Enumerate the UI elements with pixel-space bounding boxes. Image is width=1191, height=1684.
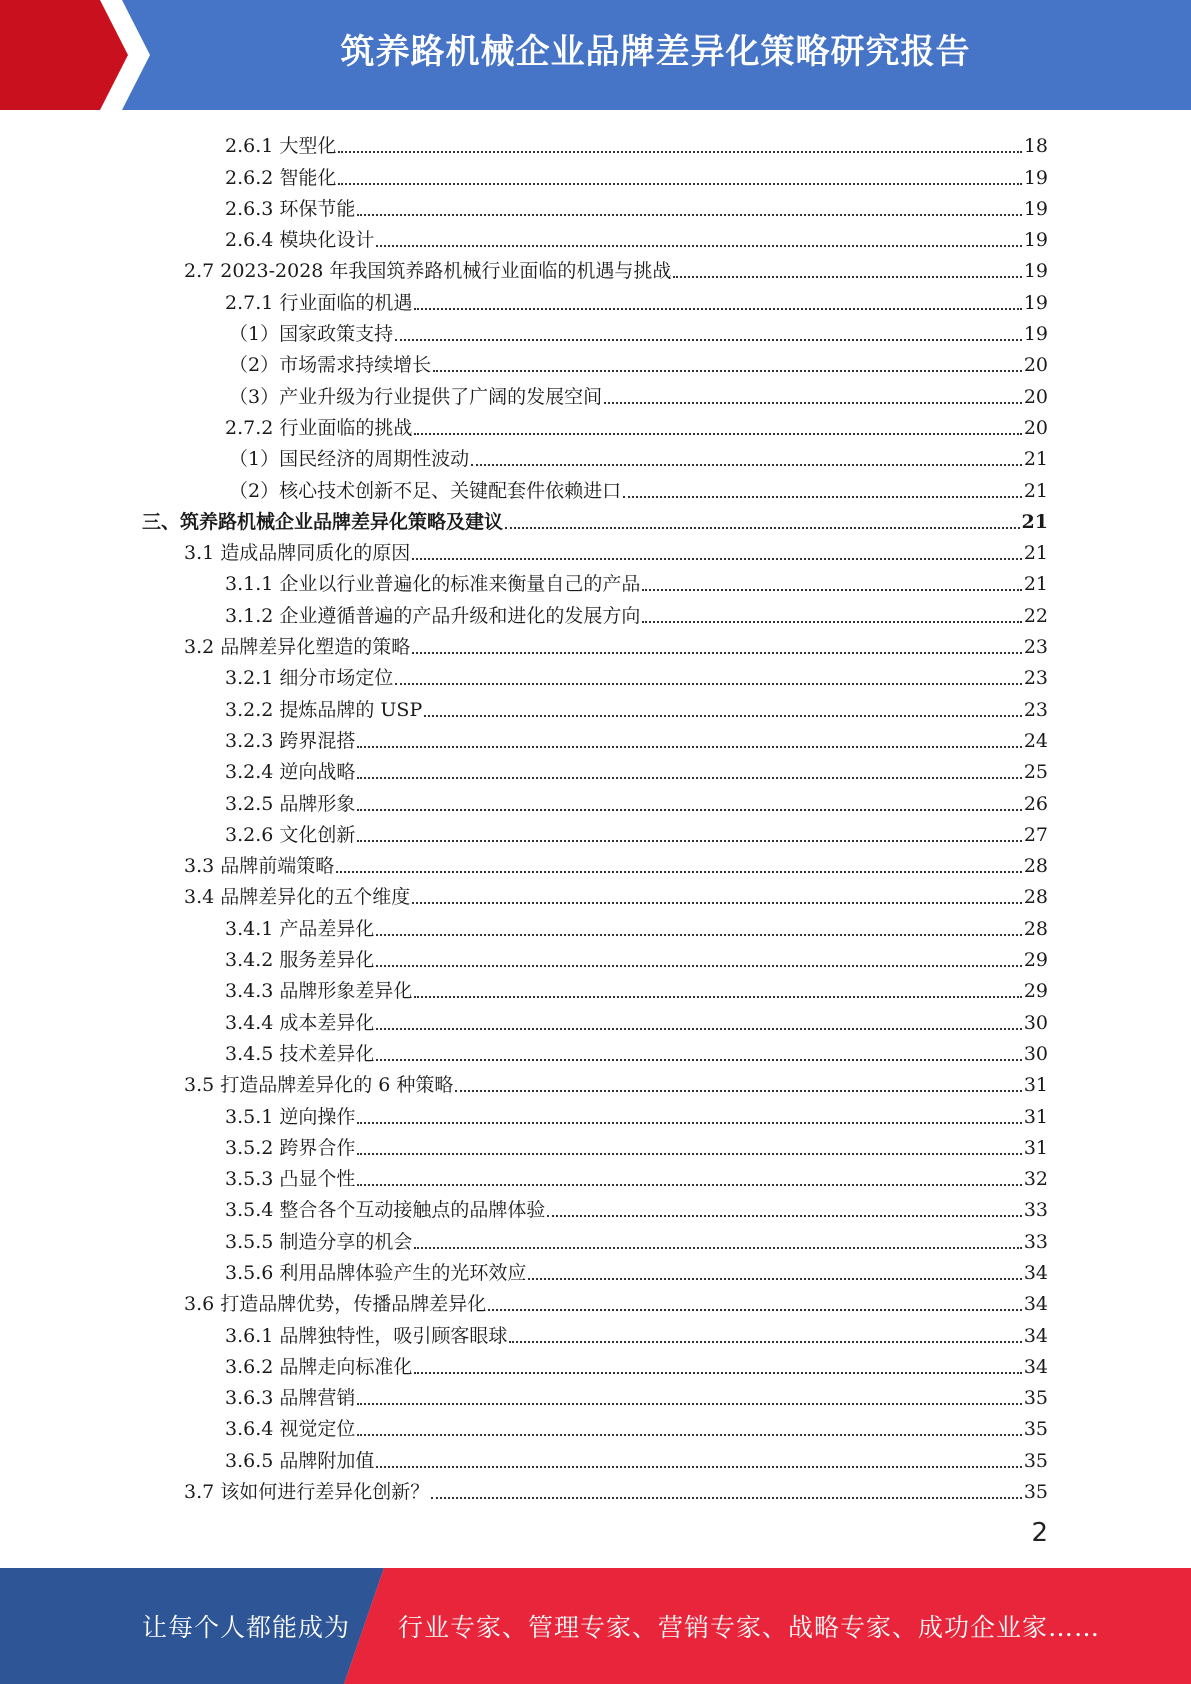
toc-entry-page: 21 <box>1023 479 1048 502</box>
toc-entry-page: 28 <box>1023 886 1048 909</box>
toc-dot-leader <box>357 1122 1021 1124</box>
toc-entry-label: 3.1 造成品牌同质化的原因 <box>184 542 411 565</box>
toc-entry-label: （2）核心技术创新不足、关键配套件依赖进口 <box>229 479 622 502</box>
toc-dot-leader <box>357 1184 1021 1186</box>
toc-entry-page: 21 <box>1021 510 1048 533</box>
toc-entry-label: 2.6.1 大型化 <box>225 135 337 158</box>
toc-entry-label: 2.6.3 环保节能 <box>225 197 356 220</box>
toc-entry-label: 3.5 打造品牌差异化的 6 种策略 <box>184 1074 454 1097</box>
toc-entry-label: 3.2.5 品牌形象 <box>225 792 356 815</box>
toc-entry-label: 3.6.4 视觉定位 <box>225 1418 356 1441</box>
toc-entry-label: 3.4.5 技术差异化 <box>225 1042 375 1065</box>
toc-entry-page: 33 <box>1023 1199 1048 1222</box>
toc-dot-leader <box>357 777 1021 779</box>
toc-dot-leader <box>376 1466 1021 1468</box>
toc-dot-leader <box>357 746 1021 748</box>
toc-entry[interactable] <box>0 1285 1191 1316</box>
toc-entry-page: 19 <box>1023 260 1048 283</box>
toc-entry-page: 29 <box>1023 949 1048 972</box>
toc-entry-page: 32 <box>1023 1168 1048 1191</box>
toc-entry[interactable] <box>0 847 1191 878</box>
toc-dot-leader <box>412 652 1022 654</box>
toc-dot-leader <box>338 183 1021 185</box>
toc-entry-label: 3.6.3 品牌营销 <box>225 1387 356 1410</box>
toc-entry-label: 3.2.6 文化创新 <box>225 823 356 846</box>
toc-dot-leader <box>395 339 1022 341</box>
toc-entry[interactable] <box>0 1379 1191 1410</box>
toc-entry-page: 35 <box>1023 1449 1048 1472</box>
toc-dot-leader <box>642 589 1021 591</box>
toc-dot-leader <box>412 558 1022 560</box>
toc-entry-page: 20 <box>1023 354 1048 377</box>
toc-entry[interactable] <box>0 784 1191 815</box>
toc-entry-page: 31 <box>1023 1105 1048 1128</box>
toc-dot-leader <box>414 1247 1021 1249</box>
toc-entry[interactable] <box>0 690 1191 721</box>
toc-dot-leader <box>395 683 1021 685</box>
toc-entry-label: 3.2.4 逆向战略 <box>225 761 356 784</box>
toc-dot-leader <box>357 1434 1021 1436</box>
toc-dot-leader <box>471 464 1022 466</box>
toc-entry-label: （3）产业升级为行业提供了广阔的发展空间 <box>229 385 603 408</box>
page-header <box>0 0 1191 110</box>
toc-dot-leader <box>455 1090 1021 1092</box>
toc-entry-page: 19 <box>1023 197 1048 220</box>
toc-entry-page: 20 <box>1023 416 1048 439</box>
toc-entry-label: 3.3 品牌前端策略 <box>184 855 335 878</box>
toc-dot-leader <box>414 433 1021 435</box>
toc-entry-label: 3.4.1 产品差异化 <box>225 917 375 940</box>
toc-entry[interactable] <box>0 1035 1191 1066</box>
toc-entry[interactable] <box>0 503 1191 534</box>
toc-entry-label: 3.6 打造品牌优势，传播品牌差异化 <box>184 1293 487 1316</box>
toc-entry-page: 28 <box>1023 917 1048 940</box>
toc-entry-page: 22 <box>1023 604 1048 627</box>
toc-entry[interactable] <box>0 252 1191 283</box>
toc-entry[interactable] <box>0 283 1191 314</box>
toc-dot-leader <box>357 840 1021 842</box>
toc-entry[interactable] <box>0 440 1191 471</box>
toc-entry[interactable] <box>0 1441 1191 1472</box>
toc-entry[interactable] <box>0 909 1191 940</box>
toc-entry-page: 23 <box>1023 636 1048 659</box>
toc-dot-leader <box>414 1372 1021 1374</box>
toc-entry-page: 21 <box>1023 573 1048 596</box>
toc-entry-page: 34 <box>1023 1293 1048 1316</box>
toc-entry[interactable] <box>0 377 1191 408</box>
toc-entry-label: 3.6.2 品牌走向标准化 <box>225 1355 413 1378</box>
toc-entry-label: （1）国家政策支持 <box>229 323 394 346</box>
toc-entry-page: 34 <box>1023 1355 1048 1378</box>
toc-dot-leader <box>357 1403 1021 1405</box>
toc-dot-leader <box>412 902 1022 904</box>
toc-dot-leader <box>357 1153 1021 1155</box>
toc-entry-page: 19 <box>1023 323 1048 346</box>
toc-entry-label: 3.6.5 品牌附加值 <box>225 1449 375 1472</box>
footer-slogan-right: 行业专家、管理专家、营销专家、战略专家、成功企业家…… <box>398 1613 1101 1642</box>
toc-entry[interactable] <box>0 1222 1191 1253</box>
toc-entry-label: 3.2.3 跨界混搭 <box>225 729 356 752</box>
toc-entry-label: （2）市场需求持续增长 <box>229 354 432 377</box>
toc-entry[interactable] <box>0 221 1191 252</box>
toc-dot-leader <box>547 1215 1021 1217</box>
toc-entry-label: 3.2 品牌差异化塑造的策略 <box>184 636 411 659</box>
toc-entry[interactable] <box>0 659 1191 690</box>
toc-entry-label: 3.5.1 逆向操作 <box>225 1105 356 1128</box>
toc-entry[interactable] <box>0 1003 1191 1034</box>
toc-dot-leader <box>414 308 1021 310</box>
toc-entry[interactable] <box>0 816 1191 847</box>
toc-entry-page: 21 <box>1023 448 1048 471</box>
table-of-contents <box>0 127 1191 1504</box>
toc-entry-label: 2.6.4 模块化设计 <box>225 229 375 252</box>
toc-entry[interactable] <box>0 1097 1191 1128</box>
toc-entry[interactable] <box>0 878 1191 909</box>
toc-entry[interactable] <box>0 471 1191 502</box>
toc-entry-page: 30 <box>1023 1011 1048 1034</box>
toc-entry-page: 33 <box>1023 1230 1048 1253</box>
toc-dot-leader <box>376 1059 1021 1061</box>
toc-entry-label: 2.7.1 行业面临的机遇 <box>225 291 413 314</box>
toc-entry-label: 3.5.2 跨界合作 <box>225 1136 356 1159</box>
toc-entry[interactable] <box>0 941 1191 972</box>
toc-entry-label: 2.7.2 行业面临的挑战 <box>225 416 413 439</box>
toc-entry[interactable] <box>0 565 1191 596</box>
toc-entry[interactable] <box>0 1410 1191 1441</box>
toc-entry-label: （1）国民经济的周期性波动 <box>229 448 470 471</box>
toc-entry-label: 3.2.1 细分市场定位 <box>225 667 394 690</box>
toc-entry-label: 2.6.2 智能化 <box>225 166 337 189</box>
toc-entry-label: 3.4.4 成本差异化 <box>225 1011 375 1034</box>
toc-entry[interactable] <box>0 722 1191 753</box>
toc-dot-leader <box>431 1497 1022 1499</box>
toc-dot-leader <box>376 1028 1021 1030</box>
toc-dot-leader <box>623 496 1022 498</box>
report-title: 筑养路机械企业品牌差异化策略研究报告 <box>340 32 971 72</box>
toc-entry-page: 25 <box>1023 761 1048 784</box>
toc-dot-leader <box>505 527 1020 529</box>
toc-entry[interactable] <box>0 1191 1191 1222</box>
toc-entry-label: 3.6.1 品牌独特性，吸引顾客眼球 <box>225 1324 508 1347</box>
toc-entry[interactable] <box>0 596 1191 627</box>
toc-entry-label: 3.5.3 凸显个性 <box>225 1168 356 1191</box>
toc-entry-label: 三、筑养路机械企业品牌差异化策略及建议 <box>142 510 504 533</box>
toc-entry-page: 23 <box>1023 698 1048 721</box>
toc-dot-leader <box>488 1309 1022 1311</box>
toc-entry-page: 35 <box>1023 1481 1048 1504</box>
toc-entry-label: 3.5.4 整合各个互动接触点的品牌体验 <box>225 1199 546 1222</box>
toc-entry-label: 3.4.2 服务差异化 <box>225 949 375 972</box>
toc-dot-leader <box>376 965 1021 967</box>
toc-entry[interactable] <box>0 127 1191 158</box>
toc-entry[interactable] <box>0 972 1191 1003</box>
toc-entry-page: 30 <box>1023 1042 1048 1065</box>
toc-entry-label: 3.5.5 制造分享的机会 <box>225 1230 413 1253</box>
toc-dot-leader <box>414 996 1021 998</box>
footer-slogan-left: 让每个人都能成为 <box>142 1613 351 1642</box>
toc-dot-leader <box>509 1341 1021 1343</box>
toc-dot-leader <box>604 402 1022 404</box>
toc-entry-page: 31 <box>1023 1136 1048 1159</box>
toc-entry-label: 3.4 品牌差异化的五个维度 <box>184 886 411 909</box>
toc-entry[interactable] <box>0 158 1191 189</box>
toc-entry-page: 18 <box>1023 135 1048 158</box>
toc-entry-page: 34 <box>1023 1261 1048 1284</box>
toc-entry[interactable] <box>0 628 1191 659</box>
toc-entry-label: 3.2.2 提炼品牌的 USP <box>225 698 423 721</box>
toc-entry-page: 35 <box>1023 1387 1048 1410</box>
toc-entry[interactable] <box>0 1473 1191 1504</box>
toc-dot-leader <box>357 214 1021 216</box>
toc-entry-label: 2.7 2023-2028 年我国筑养路机械行业面临的机遇与挑战 <box>184 260 672 283</box>
toc-entry[interactable] <box>0 753 1191 784</box>
toc-entry[interactable] <box>0 1066 1191 1097</box>
toc-entry-page: 24 <box>1023 729 1048 752</box>
toc-entry[interactable] <box>0 1316 1191 1347</box>
toc-entry-label: 3.1.1 企业以行业普遍化的标准来衡量自己的产品 <box>225 573 641 596</box>
toc-dot-leader <box>338 151 1021 153</box>
toc-entry-page: 29 <box>1023 980 1048 1003</box>
page-number: 2 <box>1031 1518 1048 1548</box>
toc-entry-page: 28 <box>1023 855 1048 878</box>
toc-entry[interactable] <box>0 1254 1191 1285</box>
toc-entry-page: 26 <box>1023 792 1048 815</box>
page-footer <box>0 1568 1191 1684</box>
toc-entry-page: 19 <box>1023 291 1048 314</box>
toc-entry[interactable] <box>0 315 1191 346</box>
toc-dot-leader <box>336 871 1022 873</box>
toc-entry-page: 23 <box>1023 667 1048 690</box>
toc-entry-page: 31 <box>1023 1074 1048 1097</box>
toc-entry[interactable] <box>0 409 1191 440</box>
toc-dot-leader <box>433 370 1022 372</box>
toc-dot-leader <box>528 1278 1021 1280</box>
toc-entry[interactable] <box>0 1160 1191 1191</box>
toc-entry-label: 3.1.2 企业遵循普遍的产品升级和进化的发展方向 <box>225 604 641 627</box>
toc-entry-label: 3.7 该如何进行差异化创新？ <box>184 1481 430 1504</box>
toc-entry-page: 19 <box>1023 166 1048 189</box>
toc-entry-label: 3.5.6 利用品牌体验产生的光环效应 <box>225 1261 527 1284</box>
toc-entry-page: 19 <box>1023 229 1048 252</box>
toc-entry[interactable] <box>0 190 1191 221</box>
toc-entry-page: 20 <box>1023 385 1048 408</box>
toc-entry-page: 35 <box>1023 1418 1048 1441</box>
toc-dot-leader <box>673 276 1021 278</box>
toc-dot-leader <box>376 934 1021 936</box>
toc-dot-leader <box>357 809 1021 811</box>
toc-entry[interactable] <box>0 1129 1191 1160</box>
toc-dot-leader <box>424 715 1022 717</box>
toc-entry[interactable] <box>0 1348 1191 1379</box>
toc-entry[interactable] <box>0 534 1191 565</box>
toc-dot-leader <box>376 245 1021 247</box>
toc-dot-leader <box>642 621 1021 623</box>
toc-entry-page: 21 <box>1023 542 1048 565</box>
toc-entry[interactable] <box>0 346 1191 377</box>
toc-entry-page: 27 <box>1023 823 1048 846</box>
toc-entry-page: 34 <box>1023 1324 1048 1347</box>
toc-entry-label: 3.4.3 品牌形象差异化 <box>225 980 413 1003</box>
